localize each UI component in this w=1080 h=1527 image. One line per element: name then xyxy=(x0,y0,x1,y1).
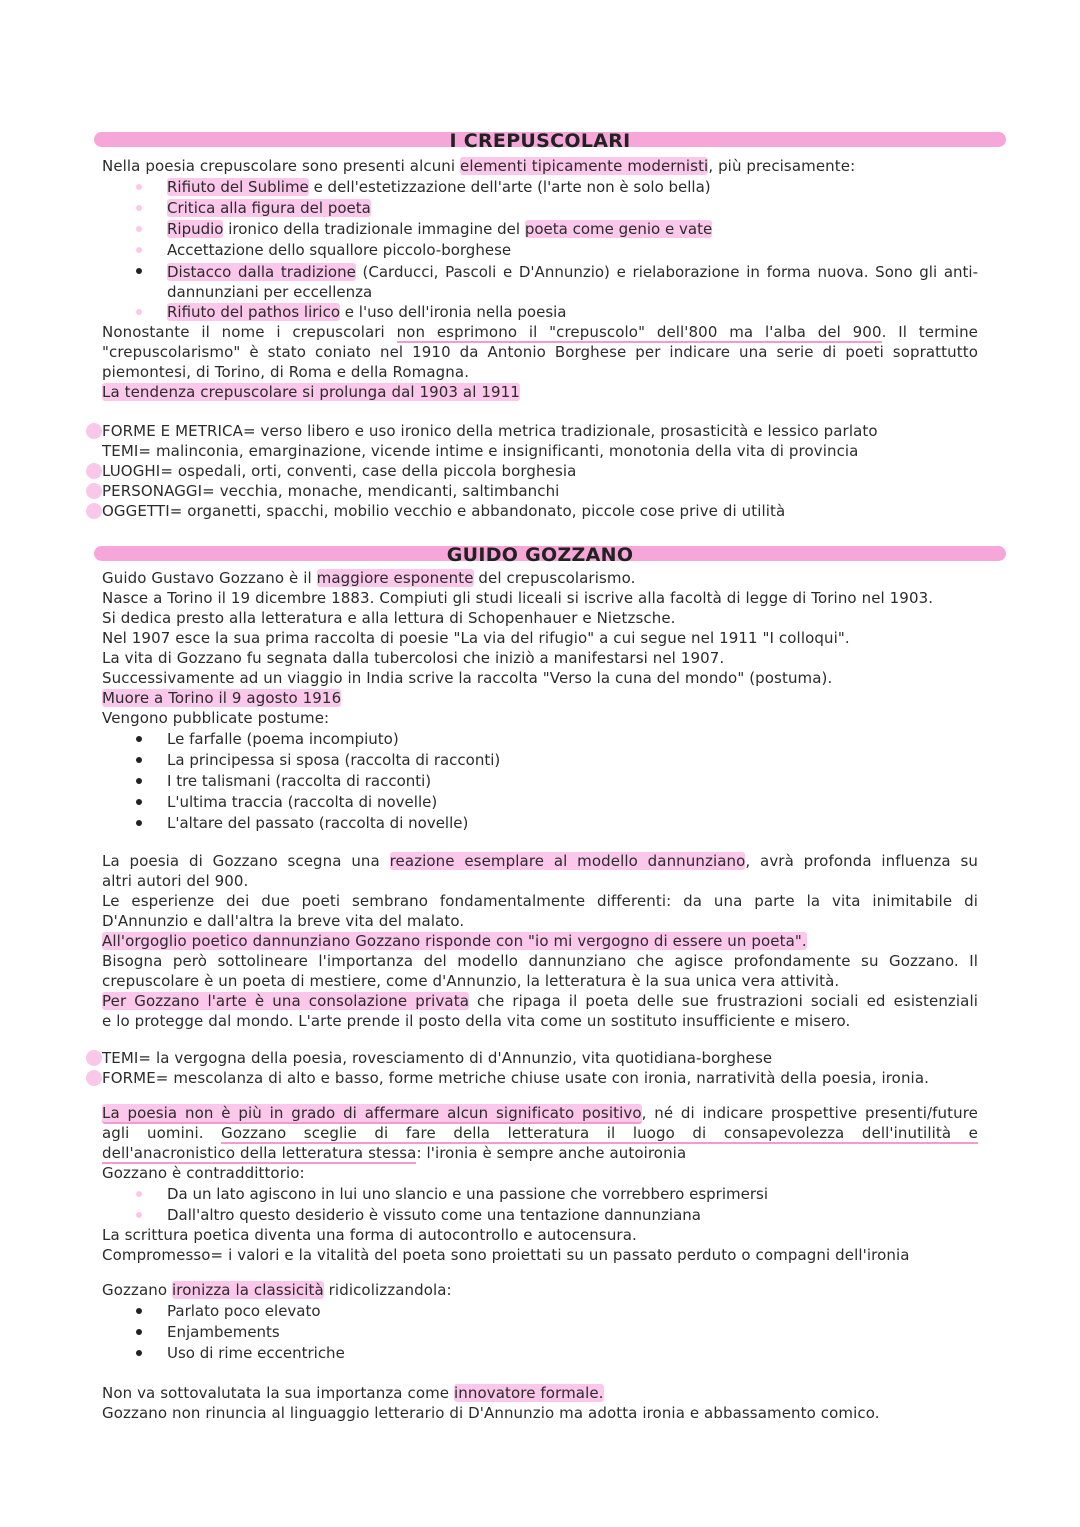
bullet-dot xyxy=(136,778,142,784)
bullet-dot xyxy=(136,226,142,232)
work-item: L'altare del passato (raccolta di novelle) xyxy=(167,814,469,832)
bio-line-8: Vengono pubblicate postume: xyxy=(102,709,330,727)
temi-gozzano: TEMI= la vergogna della poesia, rovesciamento di d'Annunzio, vita quotidiana-borghese xyxy=(102,1049,773,1067)
bullet-highlight: Ripudio xyxy=(167,220,224,238)
list-marker xyxy=(86,463,102,479)
para-text: La poesia di Gozzano scegna una xyxy=(102,852,390,870)
para2-line-5 xyxy=(102,931,978,951)
bio-line-4: Nel 1907 esce la sua prima raccolta di poesie "La via del rifugio" a cui segue nel 1911 "I colloqui". xyxy=(102,629,850,647)
para-text: Gozzano xyxy=(102,1281,172,1299)
luoghi: LUOGHI= ospedali, orti, conventi, case della piccola borghesia xyxy=(102,462,577,480)
para2-line-2: altri autori del 900. xyxy=(102,872,249,890)
bio-text: del crepuscolarismo. xyxy=(473,569,636,587)
bullet-dot xyxy=(136,736,142,742)
bullet-dot xyxy=(136,1329,142,1335)
para-underline: dell'anacronistico della letteratura stessa xyxy=(102,1144,417,1162)
bio-line-2: Nasce a Torino il 19 dicembre 1883. Compiuti gli studi liceali si iscrive alla facoltà di legge di Torino nel 1903. xyxy=(102,589,934,607)
para-text: Nonostante il nome i crepuscolari xyxy=(102,323,397,341)
irony-item: Uso di rime eccentriche xyxy=(167,1344,345,1362)
bio-line-5: La vita di Gozzano fu segnata dalla tubercolosi che iniziò a manifestarsi nel 1907. xyxy=(102,649,725,667)
para-underline: Gozzano sceglie di fare della letteratura il luogo di consapevolezza dell'inutilità e xyxy=(221,1124,978,1142)
para-text: Non va sottovalutata la sua importanza come xyxy=(102,1384,454,1402)
bullet-highlight: poeta come genio e vate xyxy=(524,220,713,238)
bullet-highlight: Rifiuto del pathos lirico xyxy=(167,303,341,321)
para5-line-2: Gozzano non rinuncia al linguaggio letterario di D'Annunzio ma adotta ironia e abbassamento comico. xyxy=(102,1404,880,1422)
para3-line-3 xyxy=(102,1143,978,1163)
para2-line-1 xyxy=(102,851,978,871)
bullet-highlight: Distacco dalla tradizione xyxy=(167,263,356,281)
para2-line-9: e lo protegge dal mondo. L'arte prende il posto della vita come un sostituto insufficiente e misero. xyxy=(102,1012,851,1030)
para-highlight: Per Gozzano l'arte è una consolazione privata xyxy=(102,992,469,1010)
bullet-dot xyxy=(136,309,142,315)
oggetti: OGGETTI= organetti, spacchi, mobilio vecchio e abbandonato, piccole cose prive di utilità xyxy=(102,502,786,520)
bullet-ripudio xyxy=(167,219,712,239)
bullet-dot xyxy=(136,247,142,253)
bio-line-1 xyxy=(102,568,978,588)
bio-highlight: Muore a Torino il 9 agosto 1916 xyxy=(102,689,342,707)
work-item: Le farfalle (poema incompiuto) xyxy=(167,730,399,748)
list-marker xyxy=(86,483,102,499)
bullet-text: ironico della tradizionale immagine del xyxy=(223,220,525,238)
para-text: , né di indicare prospettive presenti/future xyxy=(641,1104,978,1122)
list-marker xyxy=(86,1050,102,1066)
para4-line-1 xyxy=(102,1280,978,1300)
para2-line-3: Le esperienze dei due poeti sembrano fondamentalmente differenti: da una parte la vita inimitabile di xyxy=(102,892,978,910)
para-highlight: innovatore formale. xyxy=(454,1384,604,1402)
para-text: ridicolizzandola: xyxy=(323,1281,452,1299)
irony-item: Parlato poco elevato xyxy=(167,1302,321,1320)
para2-line-4: D'Annunzio e dall'altra la breve vita del malato. xyxy=(102,912,465,930)
section-title-gozzano: GUIDO GOZZANO xyxy=(446,544,634,566)
forme-gozzano: FORME= mescolanza di alto e basso, forme metriche chiuse usate con ironia, narratività della poesia, ironia. xyxy=(102,1069,929,1087)
para-underline: non esprimono il "crepuscolo" dell'800 ma l'alba del 900 xyxy=(396,323,882,341)
work-item: L'ultima traccia (raccolta di novelle) xyxy=(167,793,438,811)
para-highlight: La poesia non è più in grado di affermare alcun significato positivo xyxy=(102,1104,642,1122)
bullet-text: (Carducci, Pascoli e D'Annunzio) e rielaborazione in forma nuova. Sono gli anti-dannunziani per eccellenza xyxy=(167,263,978,301)
forme-metrica: FORME E METRICA= verso libero e uso ironico della metrica tradizionale, prosasticità e lessico parlato xyxy=(102,422,878,440)
para-text: che ripaga il poeta delle sue frustrazioni sociali ed esistenziali xyxy=(469,992,978,1010)
bio-text: Guido Gustavo Gozzano è il xyxy=(102,569,317,587)
para3-line-5: La scrittura poetica diventa una forma di autocontrollo e autocensura. xyxy=(102,1226,637,1244)
bullet-dot xyxy=(136,205,142,211)
intro-text-b: , più precisamente: xyxy=(708,157,856,175)
intro-text-a: Nella poesia crepuscolare sono presenti alcuni xyxy=(102,157,461,175)
bullet-accettazione: Accettazione dello squallore piccolo-borghese xyxy=(167,241,512,259)
bullet-dot xyxy=(136,1308,142,1314)
para2-line-7: crepuscolare è un poeta di mestiere, come d'Annunzio, la letteratura è la sua unica vera attività. xyxy=(102,972,840,990)
section-title-crepuscolari: I CREPUSCOLARI xyxy=(449,130,631,152)
para3-line-1 xyxy=(102,1103,978,1123)
bio-line-3: Si dedica presto alla letteratura e alla lettura di Schopenhauer e Nietzsche. xyxy=(102,609,676,627)
list-marker xyxy=(86,503,102,519)
intro-line xyxy=(102,156,978,176)
bullet-dot xyxy=(136,184,142,190)
temi: TEMI= malinconia, emarginazione, vicende intime e insignificanti, monotonia della vita di provincia xyxy=(102,442,859,460)
bullet-dot xyxy=(136,1191,142,1197)
bullet-dot xyxy=(136,268,142,274)
work-item: La principessa si sposa (raccolta di racconti) xyxy=(167,751,501,769)
bullet-dot xyxy=(136,757,142,763)
paragraph-nonostante-2: "crepuscolarismo" è stato coniato nel 1910 da Antonio Borghese per indicare una serie di poeti soprattutto xyxy=(102,343,978,361)
bullet-text: e l'uso dell'ironia nella poesia xyxy=(340,303,567,321)
paragraph-nonostante-1 xyxy=(102,322,978,342)
bullet-highlight: Critica alla figura del poeta xyxy=(167,199,371,217)
personaggi: PERSONAGGI= vecchia, monache, mendicanti, saltimbanchi xyxy=(102,482,560,500)
bullet-critica xyxy=(167,198,371,218)
bullet-highlight: Rifiuto del Sublime xyxy=(167,178,309,196)
bullet-dot xyxy=(136,1350,142,1356)
bullet-distacco xyxy=(167,262,978,302)
bullet-dot xyxy=(136,799,142,805)
irony-item: Enjambements xyxy=(167,1323,280,1341)
list-marker xyxy=(86,423,102,439)
list-marker xyxy=(86,1070,102,1086)
para3-line-2 xyxy=(102,1123,978,1143)
contradiction-item: Dall'altro questo desiderio è vissuto come una tentazione dannunziana xyxy=(167,1206,701,1224)
para5-line-1 xyxy=(102,1383,978,1403)
bullet-dot xyxy=(136,1212,142,1218)
para3-line-4: Gozzano è contraddittorio: xyxy=(102,1164,305,1182)
para-highlight: La tendenza crepuscolare si prolunga dal 1903 al 1911 xyxy=(102,383,520,401)
para-highlight: ironizza la classicità xyxy=(172,1281,324,1299)
bullet-sublime xyxy=(167,177,711,197)
bullet-dot xyxy=(136,820,142,826)
para2-line-8 xyxy=(102,991,978,1011)
para2-line-6: Bisogna però sottolineare l'importanza del modello dannunziano che agisce profondamente su Gozzano. Il xyxy=(102,952,978,970)
contradiction-item: Da un lato agiscono in lui uno slancio e una passione che vorrebbero esprimersi xyxy=(167,1185,768,1203)
bullet-text: e dell'estetizzazione dell'arte (l'arte non è solo bella) xyxy=(308,178,711,196)
para3-line-6: Compromesso= i valori e la vitalità del poeta sono proiettati su un passato perduto o compagni dell'ironia xyxy=(102,1246,910,1264)
para-text: agli uomini. xyxy=(102,1124,222,1142)
bullet-pathos xyxy=(167,302,567,322)
paragraph-nonostante-3: piemontesi, di Torino, di Roma e della Romagna. xyxy=(102,363,470,381)
bio-line-6: Successivamente ad un viaggio in India scrive la raccolta "Verso la cuna del mondo" (postuma). xyxy=(102,669,833,687)
para-highlight: reazione esemplare al modello dannunziano xyxy=(389,852,746,870)
para-text: . Il termine xyxy=(881,323,979,341)
intro-highlight: elementi tipicamente modernisti xyxy=(460,157,709,175)
para-text: : l'ironia è sempre anche autoironia xyxy=(416,1144,687,1162)
paragraph-nonostante-4 xyxy=(102,382,978,402)
work-item: I tre talismani (raccolta di racconti) xyxy=(167,772,432,790)
bio-line-7 xyxy=(102,688,978,708)
para-highlight: All'orgoglio poetico dannunziano Gozzano risponde con "io mi vergogno di essere un poeta". xyxy=(102,932,807,950)
para-text: , avrà profonda influenza su xyxy=(745,852,978,870)
bio-highlight: maggiore esponente xyxy=(316,569,474,587)
